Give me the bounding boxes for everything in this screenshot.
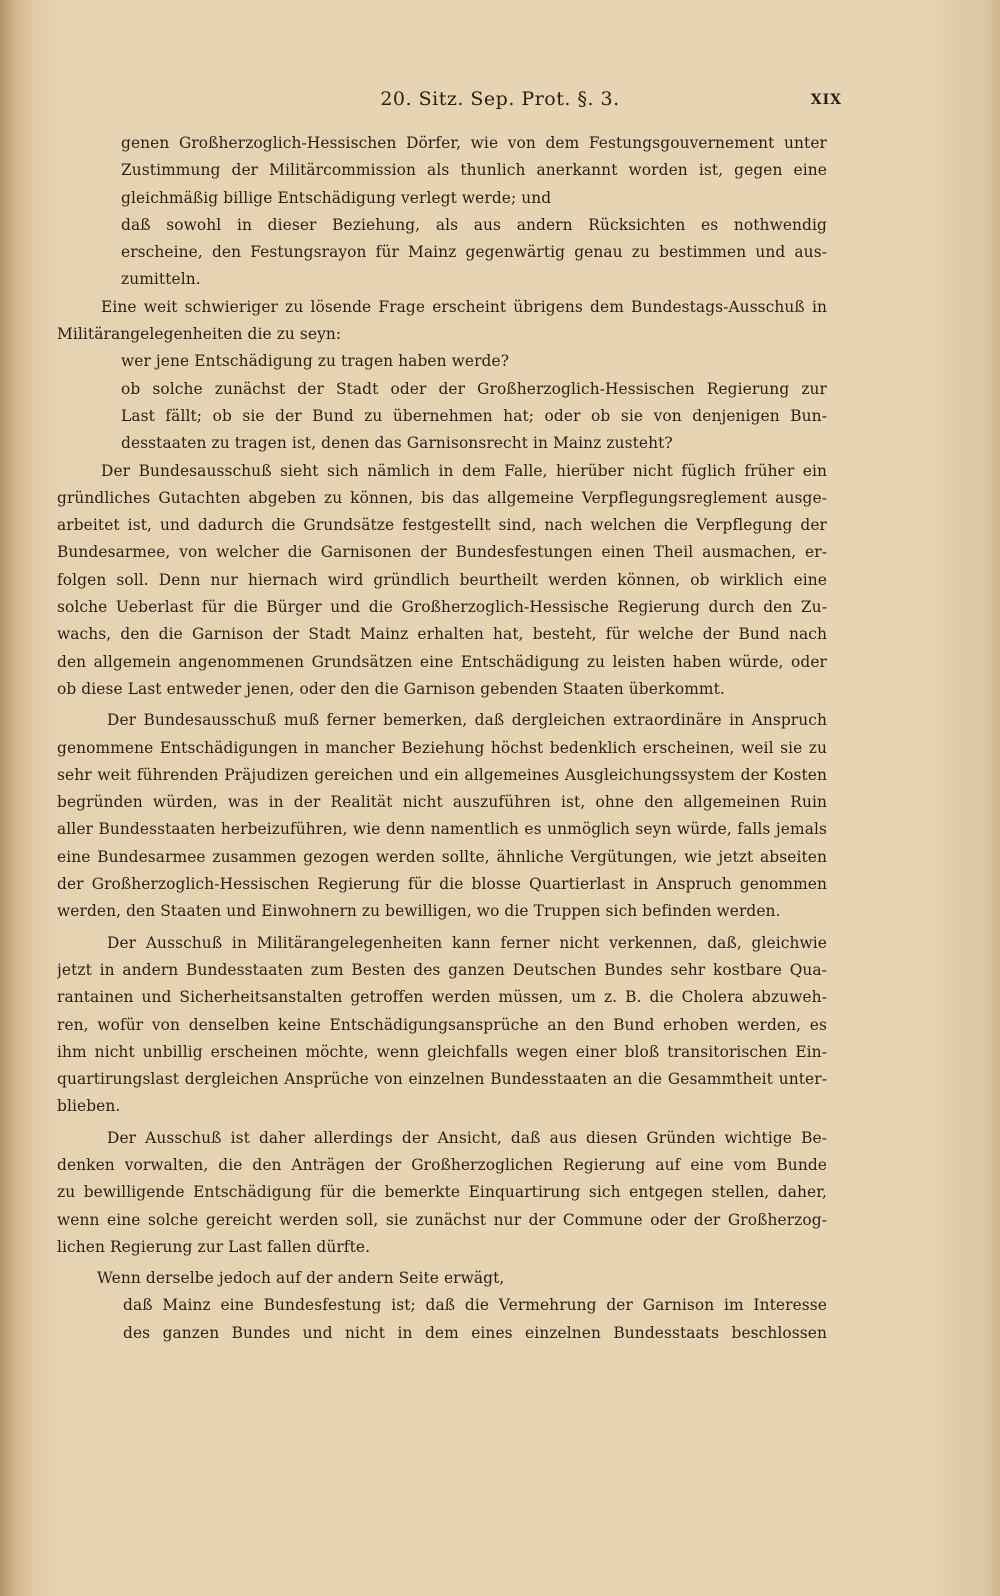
text-line: lichen Regierung zur Last fallen dürfte. xyxy=(57,1237,371,1256)
text-line: zumitteln. xyxy=(121,270,201,289)
page-header xyxy=(0,88,1000,118)
text-line: ob solche zunächst der Stadt oder der Großherzoglich-Hessischen Regierung zur xyxy=(121,379,827,398)
text-line: Der Bundesausschuß muß ferner bemerken, daß dergleichen extraordinäre in Anspruch xyxy=(107,711,827,730)
text-line: zu bewilligende Entschädigung für die bemerkte Einquartirung sich entgegen stellen, daher, xyxy=(57,1183,827,1202)
text-line: des ganzen Bundes und nicht in dem eines einzelnen Bundesstaats beschlossen xyxy=(123,1323,827,1342)
text-line: Militärangelegenheiten die zu seyn: xyxy=(57,325,342,344)
text-line: denken vorwalten, die den Anträgen der Großherzoglichen Regierung auf eine vom Bunde xyxy=(57,1155,827,1174)
text-line: ob diese Last entweder jenen, oder den die Garnison gebenden Staaten überkommt. xyxy=(57,679,725,698)
text-line: Der Bundesausschuß sieht sich nämlich in dem Falle, hierüber nicht füglich früher ein xyxy=(101,461,827,480)
text-line: arbeitet ist, und dadurch die Grundsätze festgestellt sind, nach welchen die Verpflegung der xyxy=(57,516,827,535)
text-line: werden, den Staaten und Einwohnern zu bewilligen, wo die Truppen sich befinden werden. xyxy=(57,902,781,921)
text-line: daß Mainz eine Bundesfestung ist; daß die Vermehrung der Garnison im Interesse xyxy=(123,1296,827,1315)
text-line: der Großherzoglich-Hessischen Regierung für die blosse Quartierlast in Anspruch genommen xyxy=(57,875,827,894)
text-line: wachs, den die Garnison der Stadt Mainz erhalten hat, besteht, für welche der Bund nach xyxy=(57,625,827,644)
text-line: begründen würden, was in der Realität nicht auszuführen ist, ohne den allgemeinen Ruin xyxy=(57,793,827,812)
text-line: blieben. xyxy=(57,1097,121,1116)
text-line: den allgemein angenommenen Grundsätzen eine Entschädigung zu leisten haben würde, oder xyxy=(57,652,827,671)
text-line: aller Bundesstaaten herbeizuführen, wie denn namentlich es unmöglich seyn würde, falls jemals xyxy=(57,820,827,839)
text-line: quartirungslast dergleichen Ansprüche von einzelnen Bundesstaaten an die Gesammtheit unter- xyxy=(57,1070,827,1089)
text-line: eine Bundesarmee zusammen gezogen werden sollte, ähnliche Vergütungen, wie jetzt abseiten xyxy=(57,847,827,866)
text-line: desstaaten zu tragen ist, denen das Garnisonsrecht in Mainz zusteht? xyxy=(121,434,673,453)
text-line: Wenn derselbe jedoch auf der andern Seite erwägt, xyxy=(97,1269,505,1288)
text-line: Der Ausschuß in Militärangelegenheiten kann ferner nicht verkennen, daß, gleichwie xyxy=(107,933,827,952)
text-line: daß sowohl in dieser Beziehung, als aus andern Rücksichten es nothwendig xyxy=(121,215,827,234)
page-number: XIX xyxy=(810,92,842,108)
text-line: ihm nicht unbillig erscheinen möchte, wenn gleichfalls wegen einer bloß transitorischen Ein- xyxy=(57,1042,827,1061)
text-line: wer jene Entschädigung zu tragen haben werde? xyxy=(121,352,510,371)
text-line: Last fällt; ob sie der Bund zu übernehmen hat; oder ob sie von denjenigen Bun- xyxy=(121,406,827,425)
text-line: ren, wofür von denselben keine Entschädigungsansprüche an den Bund erhoben werden, es xyxy=(57,1015,827,1034)
text-line: Eine weit schwieriger zu lösende Frage erscheint übrigens dem Bundestags-Ausschuß in xyxy=(101,297,827,316)
text-line: gleichmäßig billige Entschädigung verlegt werde; und xyxy=(121,188,552,207)
text-line: rantainen und Sicherheitsanstalten getroffen werden müssen, um z. B. die Cholera abzuweh- xyxy=(57,988,827,1007)
text-line: solche Ueberlast für die Bürger und die Großherzoglich-Hessische Regierung durch den Zu- xyxy=(57,598,827,617)
text-line: Der Ausschuß ist daher allerdings der Ansicht, daß aus diesen Gründen wichtige Be- xyxy=(107,1128,827,1147)
text-line: genen Großherzoglich-Hessischen Dörfer, wie von dem Festungsgouvernement unter xyxy=(121,134,827,152)
text-line: sehr weit führenden Präjudizen gereichen und ein allgemeines Ausgleichungssystem der Kosten xyxy=(57,765,827,784)
text-line: Zustimmung der Militärcommission als thunlich anerkannt worden ist, gegen eine xyxy=(121,161,827,180)
text-line: Bundesarmee, von welcher die Garnisonen der Bundesfestungen einen Theil ausmachen, er- xyxy=(57,543,827,562)
text-line: gründliches Gutachten abgeben zu können, bis das allgemeine Verpflegungsreglement ausge- xyxy=(57,488,827,507)
text-line: erscheine, den Festungsrayon für Mainz gegenwärtig genau zu bestimmen und aus- xyxy=(121,243,827,262)
text-line: wenn eine solche gereicht werden soll, sie zunächst nur der Commune oder der Großherzog- xyxy=(57,1210,827,1229)
text-line: folgen soll. Denn nur hiernach wird gründlich beurtheilt werden können, ob wirklich eine xyxy=(57,570,827,589)
body-text xyxy=(57,130,827,1347)
running-head: 20. Sitz. Sep. Prot. §. 3. xyxy=(380,88,620,110)
text-line: genommene Entschädigungen in mancher Beziehung höchst bedenklich erscheinen, weil sie zu xyxy=(57,738,827,757)
text-line: jetzt in andern Bundesstaaten zum Besten des ganzen Deutschen Bundes sehr kostbare Qua- xyxy=(57,960,827,979)
